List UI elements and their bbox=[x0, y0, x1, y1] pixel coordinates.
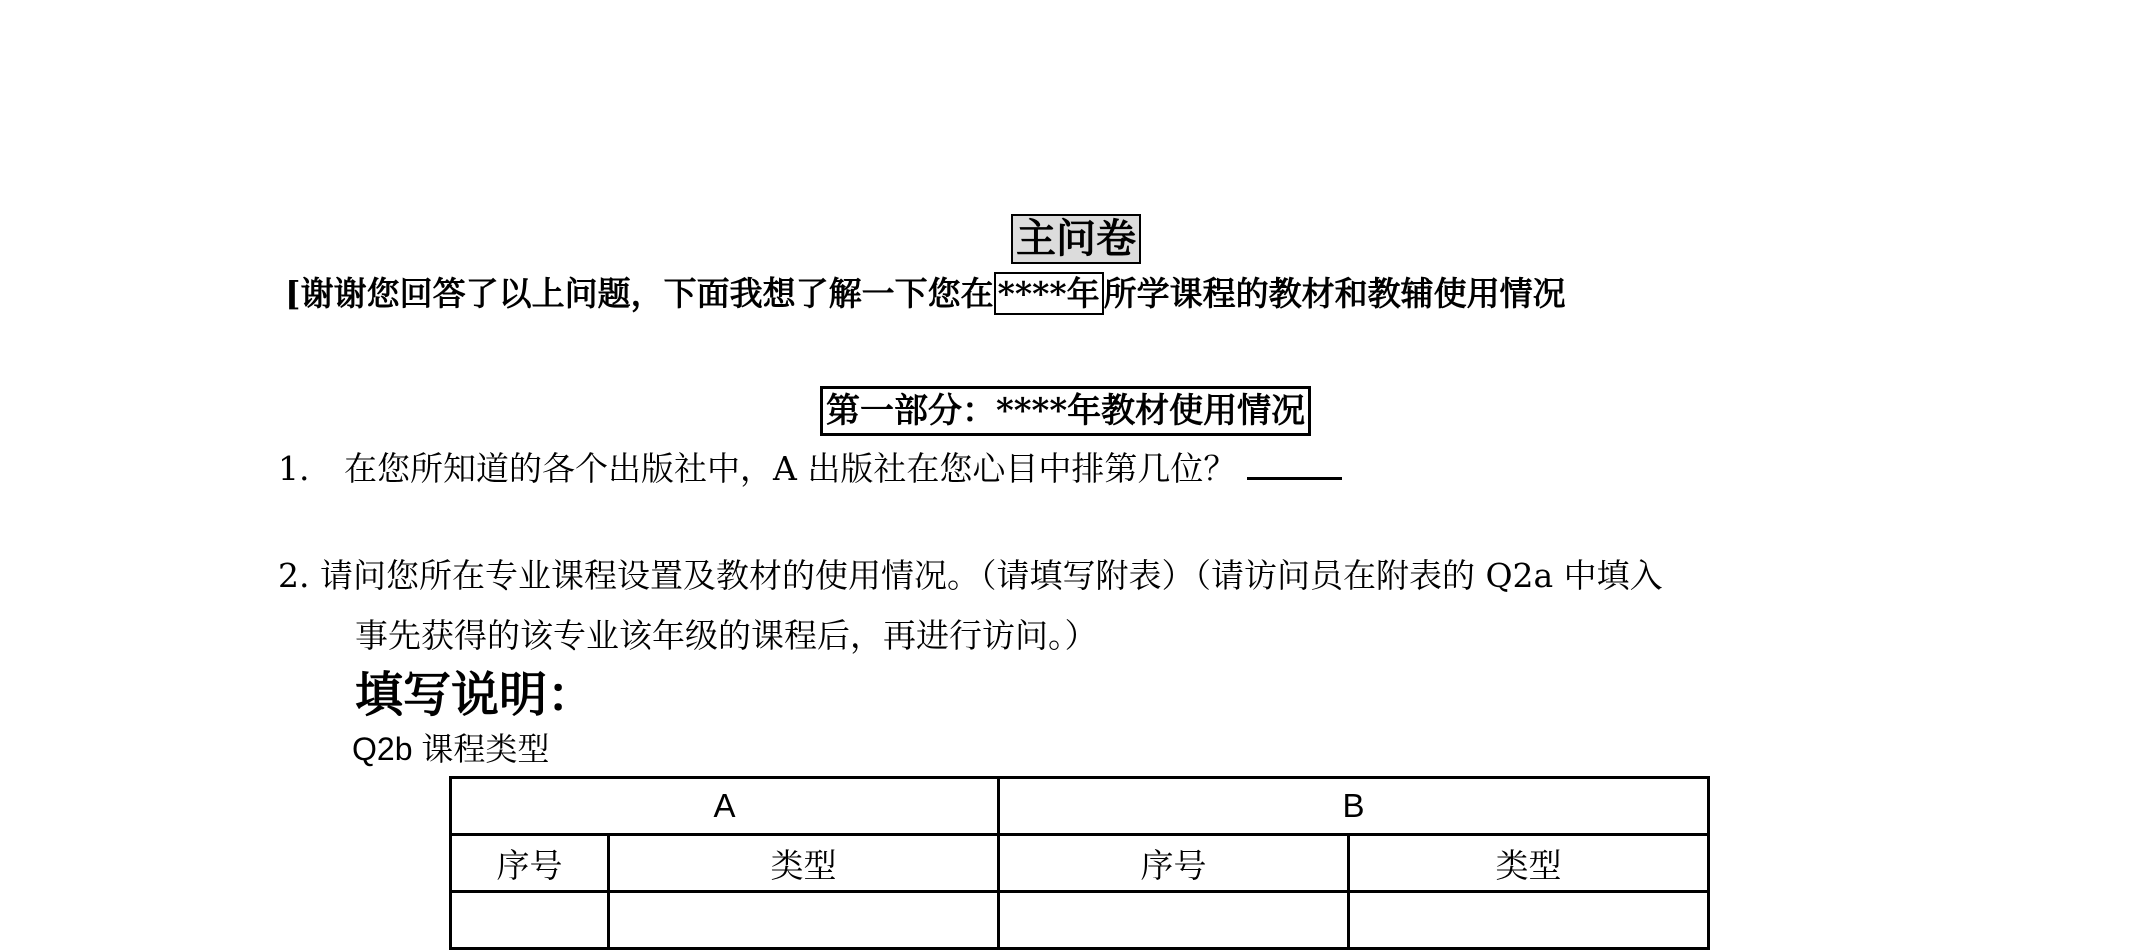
intro-text bbox=[285, 272, 1566, 316]
table-cell bbox=[609, 892, 999, 949]
section-title: 第一部分：****年教材使用情况 bbox=[820, 386, 1311, 436]
col-b-number-header: 序号 bbox=[999, 835, 1349, 892]
table-header-group-row bbox=[451, 778, 1709, 835]
table-header-row bbox=[451, 835, 1709, 892]
intro-before: [谢谢您回答了以上问题，下面我想了解一下您在 bbox=[285, 274, 994, 313]
col-a-type-header: 类型 bbox=[609, 835, 999, 892]
table-cell bbox=[1349, 892, 1709, 949]
q2b-label: Q2b 课程类型 bbox=[352, 731, 550, 767]
question-2-line-1: 2. 请问您所在专业课程设置及教材的使用情况。（请填写附表）（请访问员在附表的 Q2a 中填入 bbox=[278, 556, 1663, 595]
page-title: 主问卷 bbox=[1011, 214, 1141, 264]
table-cell bbox=[451, 892, 609, 949]
question-2-line-2: 事先获得的该专业该年级的课程后，再进行访问。） bbox=[355, 616, 1098, 655]
answer-blank[interactable] bbox=[1247, 443, 1342, 480]
group-b-header: B bbox=[999, 778, 1709, 835]
course-type-table bbox=[449, 776, 1710, 950]
question-1-number: 1. bbox=[278, 449, 310, 488]
table-row bbox=[451, 892, 1709, 949]
intro-after: 所学课程的教材和教辅使用情况 bbox=[1103, 274, 1566, 313]
question-1 bbox=[278, 443, 1342, 493]
col-a-number-header: 序号 bbox=[451, 835, 609, 892]
col-b-type-header: 类型 bbox=[1349, 835, 1709, 892]
intro-year-box: ****年 bbox=[994, 272, 1104, 315]
instructions-heading: 填写说明： bbox=[355, 667, 596, 723]
table-cell bbox=[999, 892, 1349, 949]
question-1-text: 在您所知道的各个出版社中，A 出版社在您心目中排第几位？ bbox=[344, 449, 1237, 488]
group-a-header: A bbox=[451, 778, 999, 835]
